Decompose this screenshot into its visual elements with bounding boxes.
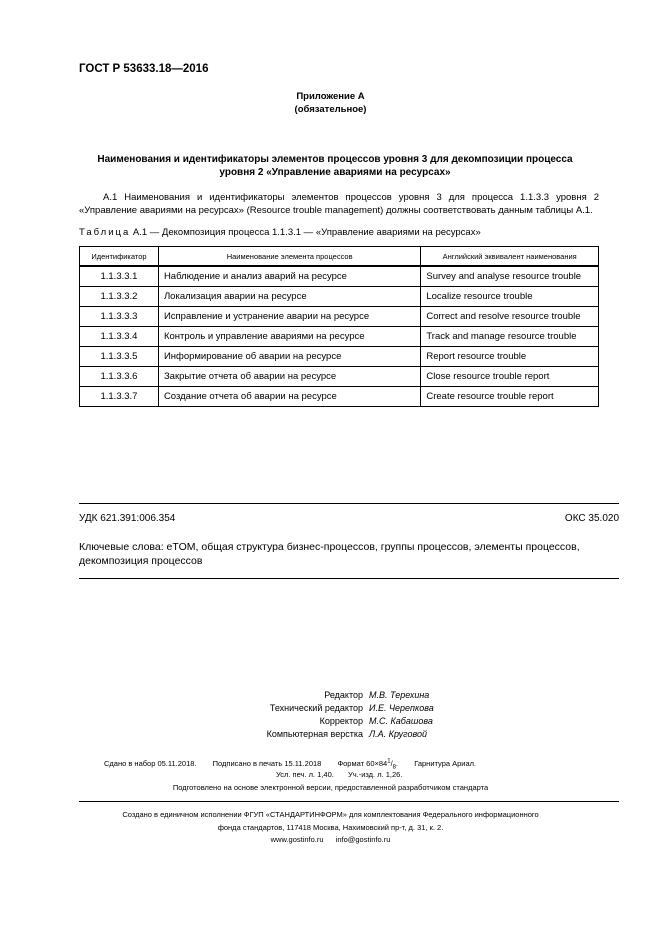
- section-title-line-1: Наименования и идентификаторы элементов процессов уровня 3 для декомпозиции процесса: [97, 154, 573, 165]
- table-caption: [79, 227, 481, 238]
- submitted-date: Сдано в набор 05.11.2018.: [104, 758, 197, 768]
- table-header-row: [80, 247, 599, 267]
- editor-role: Редактор: [324, 690, 363, 700]
- table-row: [80, 347, 599, 367]
- table-row: [80, 266, 599, 287]
- table-row: [80, 327, 599, 347]
- table-row: [80, 307, 599, 327]
- prepared-note: Подготовлено на основе электронной версии, предоставленной разработчиком стандарта: [172, 783, 489, 792]
- paper-format: Формат $60\times 84^1/_8$.: [337, 758, 399, 770]
- editor-name: М.В. Терехина: [369, 690, 430, 700]
- table-row: [80, 287, 599, 307]
- print-sheets: Усл. печ. л. 1,40.: [276, 770, 334, 779]
- document-code: ГОСТ Р 53633.18—2016: [79, 63, 209, 75]
- section-title: [70, 153, 600, 179]
- footer-line-1: Создано в единичном исполнении ФГУП «СТАНДАРТИНФОРМ» для комплектования Федерального информационного: [122, 810, 539, 819]
- table-caption-text: А.1 — Декомпозиция процесса 1.1.3.1 — «Управление авариями на ресурсах»: [132, 227, 481, 238]
- paper-format-numerator: 1: [387, 758, 391, 764]
- table-caption-label: Таблица: [79, 227, 131, 238]
- column-header-id: Идентификатор: [80, 247, 159, 267]
- cell-english: Track and manage resource trouble: [421, 327, 599, 347]
- editor-row: [0, 728, 661, 741]
- cell-id: 1.1.3.3.6: [80, 367, 159, 387]
- cell-name: Наблюдение и анализ аварий на ресурсе: [158, 266, 420, 287]
- publisher-footer: [0, 809, 661, 847]
- paper-format-base: Формат 60×84: [337, 758, 388, 768]
- paper-format-denominator: 8: [392, 764, 397, 770]
- editor-name: М.С. Кабашова: [369, 716, 433, 726]
- intro-paragraph: А.1 Наименования и идентификаторы элементов процессов уровня 3 для процесса 1.1.3.3 уровня 2 «Управление авариями на ресурсах» (Resource trouble management) должны соответствовать данным таблицы А.1.: [79, 192, 599, 216]
- cell-name: Исправление и устранение аварии на ресурсе: [158, 307, 420, 327]
- publication-line-2: [276, 768, 414, 781]
- cell-name: Локализация аварии на ресурсе: [158, 287, 420, 307]
- cell-name: Закрытие отчета об аварии на ресурсе: [158, 367, 420, 387]
- cell-english: Correct and resolve resource trouble: [421, 307, 599, 327]
- editor-role: Компьютерная верстка: [266, 729, 363, 739]
- cell-english: Survey and analyse resource trouble: [421, 266, 599, 287]
- udk-code: УДК 621.391:006.354: [79, 513, 176, 524]
- cell-id: 1.1.3.3.1: [80, 266, 159, 287]
- editor-name: И.Е. Черепкова: [369, 703, 434, 713]
- oks-code: ОКС 35.020: [564, 513, 619, 524]
- keywords: Ключевые слова: eTOM, общая структура бизнес-процессов, группы процессов, элементы процессов, декомпозиция процессов: [79, 541, 580, 567]
- cell-english: Create resource trouble report: [421, 387, 599, 407]
- editor-role: Технический редактор: [269, 703, 363, 713]
- divider-top: [79, 503, 619, 504]
- editor-row: [0, 702, 661, 715]
- cell-english: Localize resource trouble: [421, 287, 599, 307]
- cell-english: Report resource trouble: [421, 347, 599, 367]
- typeface: Гарнитура Ариал.: [414, 758, 477, 768]
- publishing-sheets: Уч.-изд. л. 1,26.: [347, 770, 403, 779]
- divider-middle: [79, 578, 619, 579]
- editors-block: [0, 689, 661, 741]
- table-row: [80, 387, 599, 407]
- column-header-name: Наименование элемента процессов: [158, 247, 420, 267]
- signed-date: Подписано в печать 15.11.2018: [212, 758, 322, 768]
- cell-id: 1.1.3.3.2: [80, 287, 159, 307]
- divider-bottom: [79, 801, 619, 802]
- cell-id: 1.1.3.3.7: [80, 387, 159, 407]
- cell-id: 1.1.3.3.5: [80, 347, 159, 367]
- footer-links: [0, 834, 661, 847]
- cell-name: Создание отчета об аварии на ресурсе: [158, 387, 420, 407]
- editor-role: Корректор: [319, 716, 363, 726]
- editor-name: Л.А. Круговой: [369, 729, 428, 739]
- footer-line-2: фонда стандартов, 117418 Москва, Нахимовский пр-т, д. 31, к. 2.: [217, 822, 444, 832]
- decomposition-table: [79, 246, 599, 407]
- cell-name: Информирование об аварии на ресурсе: [158, 347, 420, 367]
- website-link[interactable]: www.gostinfo.ru: [270, 835, 324, 844]
- appendix-title: Приложение А: [296, 91, 365, 102]
- table-row: [80, 367, 599, 387]
- column-header-english: Английский эквивалент наименования: [421, 247, 599, 267]
- cell-name: Контроль и управление авариями на ресурсе: [158, 327, 420, 347]
- appendix-status: (обязательное): [294, 104, 367, 115]
- cell-id: 1.1.3.3.4: [80, 327, 159, 347]
- section-title-line-2: уровня 2 «Управление авариями на ресурсах»: [219, 167, 451, 178]
- editor-row: [0, 715, 661, 728]
- cell-id: 1.1.3.3.3: [80, 307, 159, 327]
- email-link[interactable]: info@gostinfo.ru: [335, 835, 391, 844]
- cell-english: Close resource trouble report: [421, 367, 599, 387]
- editor-row: [0, 689, 661, 702]
